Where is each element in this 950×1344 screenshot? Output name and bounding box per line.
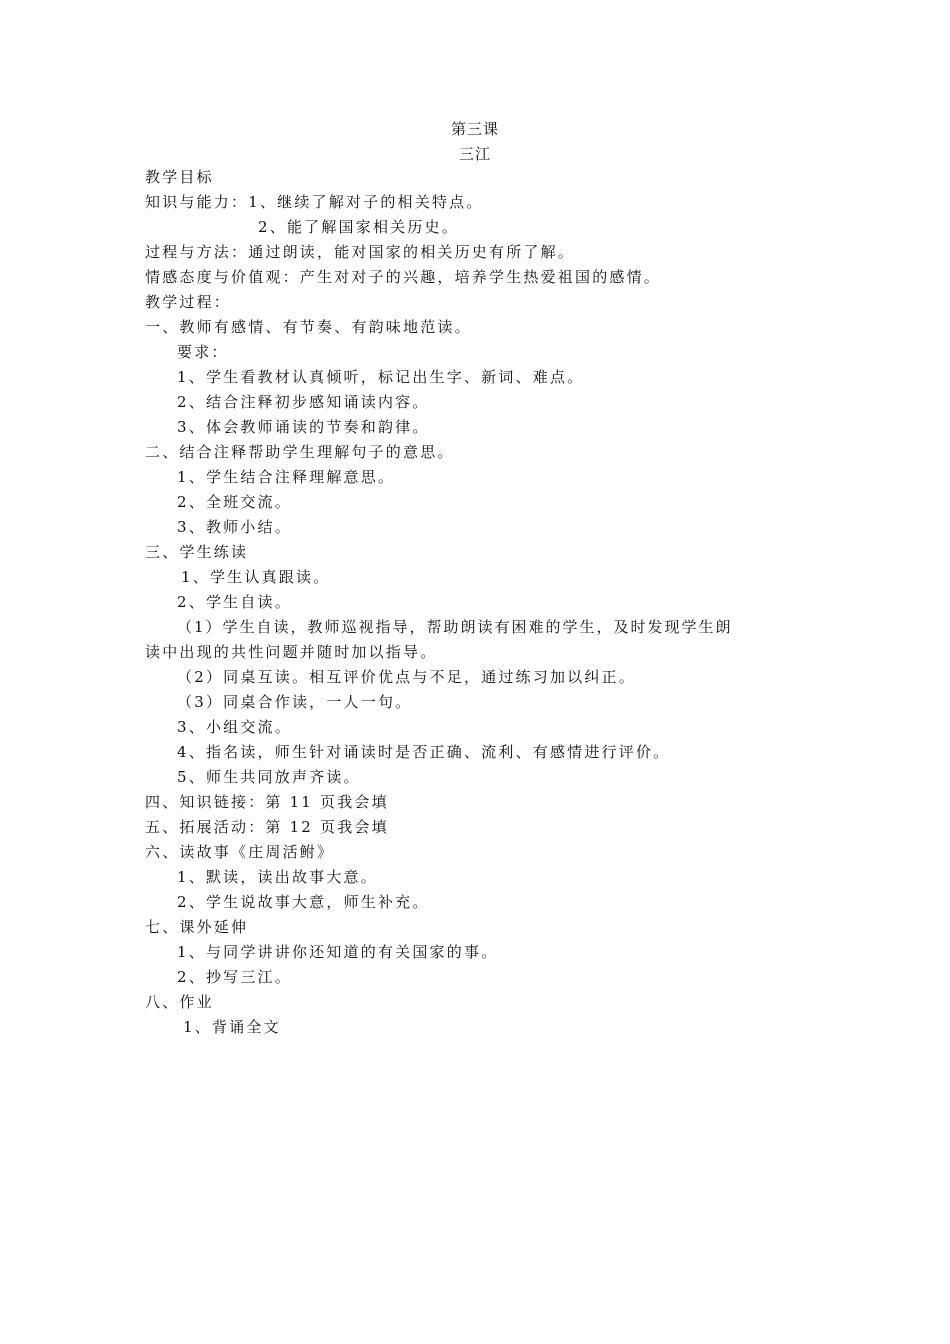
step-3-item-2: 2、学生自读。	[177, 593, 292, 611]
step-8-heading: 八、作业	[145, 993, 214, 1011]
step-1-heading: 一、教师有感情、有节奏、有韵味地范读。	[145, 318, 472, 336]
step-8-item-1: 1、背诵全文	[183, 1018, 281, 1036]
lesson-title: 三江	[458, 145, 491, 163]
goal-process: 过程与方法：通过朗读，能对国家的相关历史有所了解。	[145, 243, 576, 261]
section-teaching-process: 教学过程：	[145, 293, 232, 311]
step-4-heading: 四、知识链接：第 11 页我会填	[145, 793, 389, 811]
step-7-heading: 七、课外延伸	[145, 918, 249, 936]
step-1-item-1: 1、学生看教材认真倾听，标记出生字、新词、难点。	[177, 368, 585, 386]
step-6-item-1: 1、默读，读出故事大意。	[177, 868, 378, 886]
step-3-subitem-1: （1）学生自读，教师巡视指导，帮助朗读有困难的学生，及时发现学生朗	[177, 618, 733, 636]
step-3-item-5: 5、师生共同放声齐读。	[177, 768, 361, 786]
step-3-heading: 三、学生练读	[145, 543, 249, 561]
step-3-item-1: 1、学生认真跟读。	[181, 568, 331, 586]
goal-knowledge-1: 知识与能力：1、继续了解对子的相关特点。	[145, 193, 484, 211]
step-2-item-2: 2、全班交流。	[177, 493, 292, 511]
step-2-item-3: 3、教师小结。	[177, 518, 292, 536]
step-2-item-1: 1、学生结合注释理解意思。	[177, 468, 396, 486]
step-6-item-2: 2、学生说故事大意，师生补充。	[177, 893, 430, 911]
step-5-heading: 五、拓展活动：第 12 页我会填	[145, 818, 389, 836]
step-6-heading: 六、读故事《庄周活鲋》	[145, 843, 335, 861]
step-3-item-4: 4、指名读，师生针对诵读时是否正确、流利、有感情进行评价。	[177, 743, 671, 761]
step-1-requirements: 要求：	[177, 343, 229, 361]
step-3-subitem-2: （2）同桌互读。相互评价优点与不足，通过练习加以纠正。	[177, 668, 636, 686]
step-3-subitem-3: （3）同桌合作读，一人一句。	[177, 693, 413, 711]
step-1-item-3: 3、体会教师诵读的节奏和韵律。	[177, 418, 430, 436]
section-teaching-goals: 教学目标	[145, 168, 214, 186]
step-2-heading: 二、结合注释帮助学生理解句子的意思。	[145, 443, 455, 461]
goal-knowledge-2: 2、能了解国家相关历史。	[258, 218, 459, 236]
step-3-item-3: 3、小组交流。	[177, 718, 292, 736]
step-7-item-2: 2、抄写三江。	[177, 968, 292, 986]
lesson-number: 第三课	[450, 120, 499, 138]
step-1-item-2: 2、结合注释初步感知诵读内容。	[177, 393, 430, 411]
step-3-subitem-1-cont: 读中出现的共性问题并随时加以指导。	[145, 643, 438, 661]
step-7-item-1: 1、与同学讲讲你还知道的有关国家的事。	[177, 943, 499, 961]
goal-emotion: 情感态度与价值观：产生对对子的兴趣，培养学生热爱祖国的感情。	[145, 268, 662, 286]
